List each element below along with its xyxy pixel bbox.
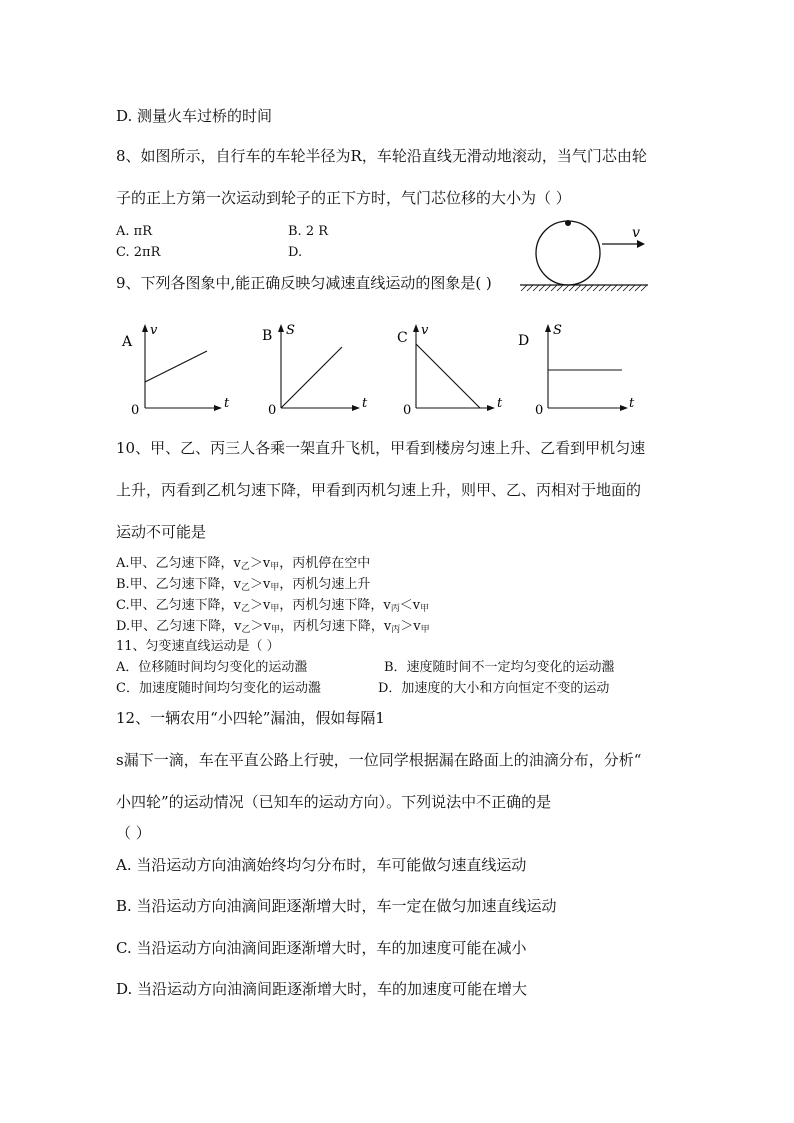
valve-core-dot [565,220,571,226]
graph-b-letter: B [262,328,273,344]
graph-b-origin: 0 [268,403,277,418]
graph-b-ylabel: S [286,323,295,338]
graph-c-xlabel: t [497,396,503,411]
q10-stem-line3: 运动不可能是 [116,523,207,541]
graph-b-xlabel: t [362,396,368,411]
q11-option-c: C．加速度随时间均匀变化的运动瀊 [116,681,321,696]
q8-option-a: A. πR [116,224,152,239]
q10-option-b: B.甲、乙匀速下降，$v_乙>v_甲$，丙机匀速上升 [116,577,371,593]
q11-option-d: D．加速度的大小和方向恒定不变的运动 [378,681,610,696]
q10-option-c: C.甲、乙匀速下降，$v_乙>v_甲$，丙机匀速下降，$v_丙<v_甲$ [116,598,430,614]
graph-b-line [281,347,342,408]
q7-option-d: D. 测量火车过桥的时间 [116,107,273,125]
graph-c [396,318,516,418]
q10-option-a: A.甲、乙匀速下降，$v_乙>v_甲$，丙机停在空中 [116,556,371,572]
q10-stem-line1: 10、甲、乙、丙三人各乘一架直升飞机，甲看到楼房匀速上升、乙看到甲机匀速 [116,439,646,457]
graph-a-letter: A [122,334,133,350]
graph-a-xlabel: t [224,396,230,411]
ground-hatching [521,285,647,291]
q12-option-c: C. 当沿运动方向油滴间距逐渐增大时，车的加速度可能在减小 [116,939,527,957]
q9-stem: 9、下列各图象中,能正确反映匀减速直线运动的图象是( ) [116,274,492,292]
q8-stem-line1: 8、如图所示，自行车的车轮半径为R，车轮沿直线无滑动地滚动，当气门芯由轮 [116,147,647,165]
wheel-circle [536,221,600,285]
graph-d-xlabel: t [629,396,635,411]
graph-c-origin: 0 [403,403,412,418]
q12-stem-line1: 12、一辆农用“小四轮”漏油，假如每隔1 [116,709,385,727]
graph-d-ylabel: S [553,323,562,338]
graph-d [516,318,646,418]
q12-option-b: B. 当沿运动方向油滴间距逐渐增大时，车一定在做匀加速直线运动 [116,897,557,915]
graph-b [260,318,380,418]
graph-a [120,318,240,418]
q8-option-b: B. 2 R [288,224,329,239]
graph-a-ylabel: v [150,323,158,338]
graph-a-origin: 0 [131,403,140,418]
q10-option-d: D.甲、乙匀速下降，$v_乙>v_甲$，丙机匀速下降，$v_丙>v_甲$ [116,619,430,635]
graph-d-letter: D [518,333,530,349]
q11-option-a: A．位移随时间均匀变化的运动瀊 [116,660,308,675]
wheel-figure [515,218,655,298]
q11-stem: 11、匀变速直线运动是（ ） [116,639,280,654]
q8-stem-line2: 子的正上方第一次运动到轮子的正下方时，气门芯位移的大小为（ ） [116,189,571,207]
graph-c-ylabel: v [421,323,429,338]
q11-option-b: B．速度随时间不一定均匀变化的运动瀊 [384,660,615,675]
velocity-label: v [632,225,640,241]
q8-option-c: C. 2πR [116,245,161,260]
q12-option-a: A. 当沿运动方向油滴始终均匀分布时，车可能做匀速直线运动 [116,856,527,874]
q8-option-d: D. [288,245,303,260]
q12-option-d: D. 当沿运动方向油滴间距逐渐增大时，车的加速度可能在增大 [116,980,528,998]
velocity-arrowhead [637,240,645,248]
graph-c-line [416,344,480,408]
q12-stem-line2: s漏下一滴，车在平直公路上行驶，一位同学根据漏在路面上的油滴分布，分析“ [116,751,642,769]
graph-c-letter: C [397,330,408,346]
q12-stem-line4: （ ） [116,824,151,842]
q12-stem-line3: 小四轮”的运动情况（已知车的运动方向）。下列说法中不正确的是 [116,793,552,811]
graph-d-origin: 0 [535,403,544,418]
graph-a-line [145,351,207,382]
q10-stem-line2: 上升，丙看到乙机匀速下降，甲看到丙机匀速上升，则甲、乙、丙相对于地面的 [116,481,642,499]
